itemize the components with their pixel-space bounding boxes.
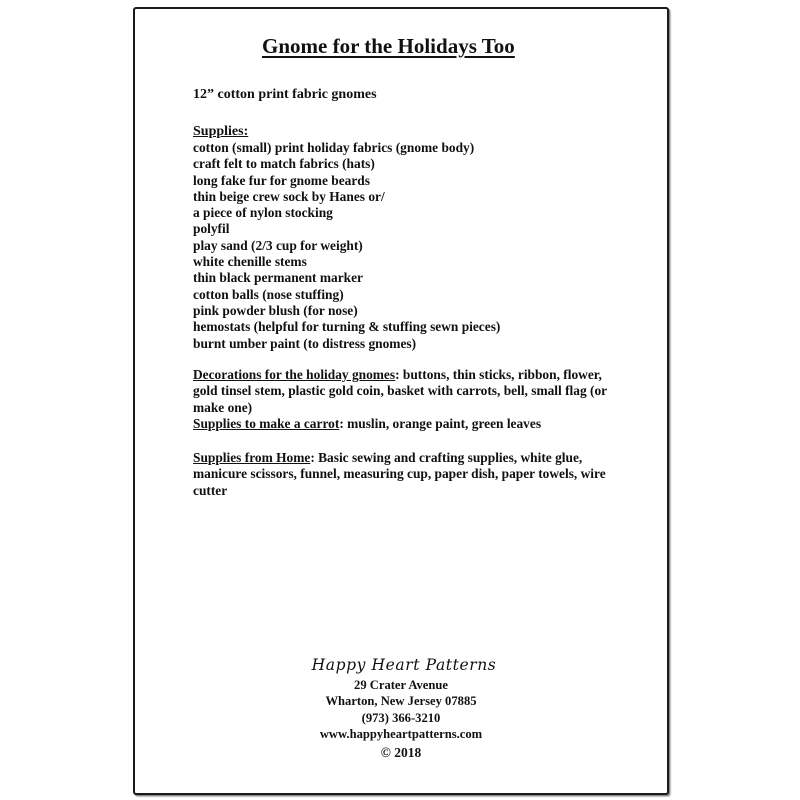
- supply-item: a piece of nylon stocking: [193, 205, 333, 221]
- phone-number: (973) 366-3210: [361, 710, 441, 725]
- supply-item: thin beige crew sock by Hanes or/: [193, 188, 385, 204]
- supply-item: polyfil: [193, 221, 230, 237]
- carrot-heading: Supplies to make a carrot: [193, 416, 340, 431]
- supply-item: cotton (small) print holiday fabrics (gnome body): [193, 140, 475, 155]
- supply-item: play sand (2/3 cup for weight): [193, 237, 363, 253]
- decorations-heading: Decorations for the holiday gnomes: [193, 367, 396, 382]
- home-supplies-heading: Supplies from Home: [193, 450, 311, 465]
- supply-item: craft felt to match fabrics (hats): [193, 156, 375, 172]
- supply-item: burnt umber paint (to distress gnomes): [193, 335, 417, 351]
- city-state-zip: Wharton, New Jersey 07885: [325, 694, 477, 708]
- website: www.happyheartpatterns.com: [319, 727, 483, 741]
- supplies-heading: Supplies:: [193, 124, 249, 139]
- decorations-paragraph: [193, 367, 613, 416]
- home-supplies-paragraph: [193, 450, 613, 499]
- supply-item: long fake fur for gnome beards: [193, 172, 370, 188]
- supplies-list: [193, 140, 500, 352]
- pattern-card: [133, 7, 669, 795]
- publisher-footer: [135, 657, 667, 761]
- supply-item: pink powder blush (for nose): [193, 302, 358, 318]
- brand-name: Happy Heart Patterns: [311, 656, 497, 674]
- carrot-text: : muslin, orange paint, green leaves: [339, 416, 542, 431]
- copyright: © 2018: [380, 744, 422, 760]
- page-title: Gnome for the Holidays Too: [262, 34, 515, 58]
- decorations-text: : buttons, thin sticks, ribbon, flower, gold tinsel stem, plastic gold coin, basket with carrots, bell, small flag (or make one): [193, 367, 607, 415]
- supply-item: cotton balls (nose stuffing): [193, 286, 344, 302]
- supply-item: white chenille stems: [193, 254, 307, 270]
- home-supplies-text: : Basic sewing and crafting supplies, white glue, manicure scissors, funnel, measuring cup, paper dish, paper towels, wire cutter: [193, 450, 606, 498]
- supply-item: hemostats (helpful for turning & stuffing sewn pieces): [193, 319, 501, 335]
- street-address: 29 Crater Avenue: [354, 677, 448, 692]
- pattern-subtitle: 12” cotton print fabric gnomes: [193, 87, 377, 102]
- supply-item: thin black permanent marker: [193, 270, 363, 286]
- carrot-paragraph: [193, 416, 613, 432]
